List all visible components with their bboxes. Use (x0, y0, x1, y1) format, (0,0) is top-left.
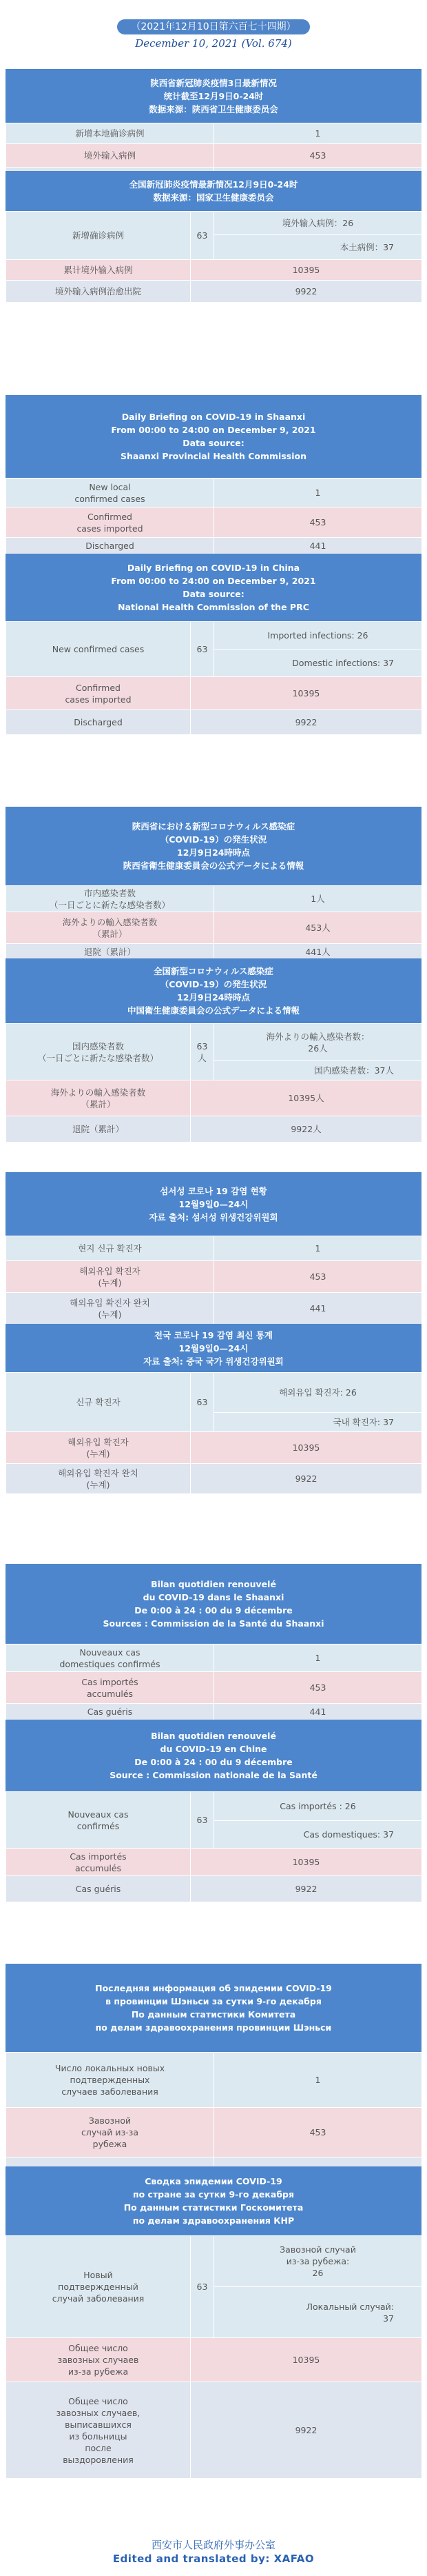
table-row (6, 1849, 422, 1876)
domestic-cases-value: Локальный случай: 37 (214, 2287, 422, 2338)
report-title-line: по делам здравоохранения провинции Шэньси (95, 2022, 332, 2033)
new-cases-label: New confirmed cases (6, 622, 191, 677)
table-row (6, 677, 422, 710)
report-block-ru_china (6, 2166, 421, 2479)
imported-cases-value: 해외유입 확진자: 26 (214, 1373, 422, 1413)
new-cases-total: 63 (191, 622, 214, 677)
table-row (6, 944, 422, 960)
report-header (6, 1964, 421, 2052)
row-label: Число локальных новых подтвержденных случаев заболевания (6, 2053, 214, 2108)
row-value: 1 (214, 123, 422, 144)
report-header (6, 554, 421, 621)
report-table (6, 1644, 422, 1720)
report-block-jp_shaanxi (6, 807, 421, 960)
report-title-line: 12月9日24時時点 (177, 847, 250, 858)
table-row (6, 912, 422, 944)
footer-credit: Edited and translated by: XAFAO (112, 2553, 315, 2565)
row-label: 市内感染者数 （一日ごとに新たな感染者数） (6, 886, 214, 912)
new-cases-total: 63人 (191, 1024, 214, 1080)
table-row (6, 1464, 422, 1494)
report-header (6, 395, 421, 478)
report-title-line: 자료 출처: 중국 국가 위생건강위원회 (143, 1356, 284, 1367)
row-label: 退院（累計） (6, 1116, 191, 1143)
imported-cases-value: Завозной случай из-за рубежа: 26 (214, 2236, 422, 2287)
row-label: 海外よりの輸入感染者数 （累計） (6, 1080, 191, 1116)
report-title-line: в провинции Шэньси за сутки 9-го декабря (105, 1996, 322, 2006)
report-block-kr_china (6, 1324, 421, 1494)
table-row (6, 2382, 422, 2479)
row-value: 453 (214, 1261, 422, 1293)
domestic-cases-value: 国内感染者数：37人 (214, 1061, 422, 1080)
new-cases-total: 63 (191, 2236, 214, 2338)
row-value: 441 (214, 1704, 422, 1720)
report-title-line: 全国新型コロナウィルス感染症 (154, 966, 273, 976)
table-row (6, 1792, 422, 1821)
row-value: 10395 (191, 1432, 422, 1464)
row-label: Общее число завозных случаев из-за рубежа (6, 2338, 191, 2382)
table-row (6, 1236, 422, 1261)
report-title-line: 12월9일0—24시 (178, 1342, 249, 1354)
report-title-line: Сводка эпидемии COVID-19 (145, 2176, 282, 2186)
row-value: 441 (214, 538, 422, 554)
row-value: 9922 (191, 1876, 422, 1902)
row-label: 新增本地确诊病例 (6, 123, 214, 144)
report-header (6, 1720, 421, 1791)
imported-cases-value: Imported infections: 26 (214, 622, 422, 650)
domestic-cases-value: 本土病例：37 (214, 235, 422, 260)
row-value: 9922 (191, 281, 422, 303)
table-row (6, 479, 422, 507)
table-row (6, 710, 422, 735)
issue-date-english: December 10, 2021 (Vol. 674) (135, 37, 292, 50)
new-cases-label: 国内感染者数 （一日ごとに新たな感染者数） (6, 1024, 191, 1080)
row-value: 441 (214, 1293, 422, 1325)
row-value: 9922 (191, 710, 422, 735)
new-cases-total: 63 (191, 212, 214, 260)
report-table (6, 1236, 422, 1325)
report-title-line: 数据来源：陕西省卫生健康委员会 (149, 103, 278, 114)
report-table (6, 885, 422, 960)
row-label: Cas importés accumulés (6, 1672, 214, 1704)
report-title-line: По данным статистики Госкомитета (123, 2202, 304, 2213)
row-value: 10395人 (191, 1080, 422, 1116)
report-title-line: 자료 출처: 섬서성 위생건강위원회 (149, 1211, 278, 1222)
domestic-cases-value: Domestic infections: 37 (214, 650, 422, 677)
row-label: Общее число завозных случаев, выписавшихся из больницы после выздоровления (6, 2382, 191, 2479)
report-block-cn_china (6, 171, 421, 303)
row-label: Cas importés accumulés (6, 1849, 191, 1876)
row-label: Discharged (6, 538, 214, 554)
row-value: 453 (214, 144, 422, 168)
report-title-line: De 0:00 à 24 : 00 du 9 décembre (134, 1605, 293, 1616)
table-row (6, 1024, 422, 1061)
report-table (6, 1023, 422, 1143)
report-title-line: Sources : Commission de la Santé du Shaanxi (103, 1618, 324, 1629)
report-title-line: From 00:00 to 24:00 on December 9, 2021 (111, 425, 316, 435)
row-label: 累计境外输入病例 (6, 260, 191, 281)
new-cases-label: Новый подтвержденный случай заболевания (6, 2236, 191, 2338)
row-label: 退院（累計） (6, 944, 214, 960)
domestic-cases-value: Cas domestiques: 37 (214, 1821, 422, 1849)
report-title-line: Bilan quotidien renouvelé (151, 1579, 276, 1589)
report-header (6, 1564, 421, 1644)
report-title-line: Data source: (183, 589, 244, 599)
report-header (6, 1172, 421, 1236)
report-block-jp_china (6, 958, 421, 1143)
report-title-line: 전국 코로나 19 감염 최신 통계 (154, 1329, 273, 1340)
report-table (6, 211, 422, 303)
table-row (6, 1373, 422, 1413)
report-title-line: du COVID-19 dans le Shaanxi (143, 1592, 284, 1602)
row-label: New local confirmed cases (6, 479, 214, 507)
table-row (6, 260, 422, 281)
imported-cases-value: 海外よりの輸入感染者数： 26人 (214, 1024, 422, 1061)
row-label: 境外输入病例治愈出院 (6, 281, 191, 303)
row-label: Discharged (6, 710, 191, 735)
report-table (6, 2235, 422, 2479)
table-row (6, 622, 422, 650)
table-row (6, 1644, 422, 1672)
table-row (6, 507, 422, 538)
row-label: Confirmed cases imported (6, 507, 214, 538)
row-label: 해외유입 확진자 (누계) (6, 1432, 191, 1464)
report-title-line: 数据来源：国家卫生健康委员会 (153, 192, 274, 203)
table-row (6, 1116, 422, 1143)
report-title-line: 中国衛生健康委員会の公式データによる情報 (127, 1005, 300, 1016)
report-table (6, 478, 422, 554)
report-block-fr_china (6, 1720, 421, 1902)
report-title-line: 陝西省における新型コロナウィルス感染症 (132, 821, 295, 832)
report-title-line: du COVID-19 en Chine (160, 1744, 267, 1754)
report-title-line: 统计截至12月9日0-24时 (163, 90, 264, 101)
report-block-en_shaanxi (6, 395, 421, 554)
report-title-line: 섬서성 코로나 19 감염 현황 (160, 1185, 267, 1196)
table-row (6, 1080, 422, 1116)
table-row (6, 144, 422, 168)
footer-organization: 西安市人民政府外事办公室 (151, 2539, 275, 2551)
table-row (6, 281, 422, 303)
report-title-line: （COVID-19）の発生状況 (160, 834, 267, 845)
report-title-line: 12월9일0—24시 (178, 1198, 249, 1209)
report-title-line: Data source: (183, 438, 244, 448)
imported-cases-value: 境外输入病例：26 (214, 212, 422, 235)
row-value: 453 (214, 1672, 422, 1704)
row-label: Cas guéris (6, 1704, 214, 1720)
new-cases-total: 63 (191, 1373, 214, 1432)
report-header (6, 2166, 421, 2235)
row-value: 9922 (191, 1464, 422, 1494)
row-label: Nouveaux cas domestiques confirmés (6, 1644, 214, 1672)
report-title-line: （COVID-19）の発生状況 (160, 979, 267, 989)
table-row (6, 886, 422, 912)
new-cases-label: 신규 확진자 (6, 1373, 191, 1432)
row-label: 境外输入病例 (6, 144, 214, 168)
report-title-line: 陕西省新冠肺炎疫情3日最新情况 (150, 77, 277, 88)
row-value: 453人 (214, 912, 422, 944)
report-title-line: From 00:00 to 24:00 on December 9, 2021 (111, 576, 316, 586)
row-value: 9922 (191, 2382, 422, 2479)
report-header (6, 958, 421, 1023)
report-title-line: De 0:00 à 24 : 00 du 9 décembre (134, 1757, 293, 1767)
report-table (6, 1372, 422, 1494)
report-title-line: 全国新冠肺炎疫情最新情况12月9日0-24时 (129, 179, 298, 190)
row-value: 441人 (214, 944, 422, 960)
report-title-line: Bilan quotidien renouvelé (151, 1731, 276, 1741)
table-row (6, 2053, 422, 2108)
row-label: 현지 신규 확진자 (6, 1236, 214, 1261)
table-row (6, 1432, 422, 1464)
row-value: 1 (214, 479, 422, 507)
row-value: 1 (214, 1236, 422, 1261)
row-value: 10395 (191, 1849, 422, 1876)
report-header (6, 69, 421, 123)
row-label: Cas guéris (6, 1876, 191, 1902)
table-row (6, 538, 422, 554)
row-value: 453 (214, 507, 422, 538)
report-block-cn_shaanxi (6, 69, 421, 184)
table-row (6, 1704, 422, 1720)
row-label: 해외유입 확진자 완치 (누계) (6, 1464, 191, 1494)
report-title-line: По данным статистики Комитета (131, 2009, 296, 2020)
row-value: 1 (214, 2053, 422, 2108)
table-row (6, 1293, 422, 1325)
report-title-line: 陝西省衛生健康委員会の公式データによる情報 (123, 861, 304, 871)
row-value: 10395 (191, 677, 422, 710)
report-title-line: Daily Briefing on COVID-19 in Shaanxi (121, 412, 306, 422)
row-value: 1人 (214, 886, 422, 912)
new-cases-total: 63 (191, 1792, 214, 1849)
table-row (6, 1672, 422, 1704)
row-label: 해외유입 확진자 완치 (누계) (6, 1293, 214, 1325)
report-title-line: Последняя информация об эпидемии COVID-19 (95, 1983, 332, 1993)
row-label: 海外よりの輸入感染者数 （累計） (6, 912, 214, 944)
report-title-line: Source : Commission nationale de la Santé (110, 1770, 317, 1780)
report-title-line: 12月9日24時時点 (177, 992, 250, 1003)
report-table (6, 1791, 422, 1902)
report-header (6, 1324, 421, 1372)
report-title-line: Shaanxi Provincial Health Commission (120, 451, 306, 461)
row-label: Завозной случай из-за рубежа (6, 2108, 214, 2157)
table-row (6, 1876, 422, 1902)
row-value: 10395 (191, 260, 422, 281)
report-table (6, 621, 422, 735)
report-title-line: по стране за сутки 9-го декабря (132, 2189, 295, 2200)
row-label: Confirmed cases imported (6, 677, 191, 710)
report-block-kr_shaanxi (6, 1172, 421, 1325)
table-row (6, 123, 422, 144)
table-row (6, 2236, 422, 2287)
new-cases-label: 新增确诊病例 (6, 212, 191, 260)
table-row (6, 2108, 422, 2157)
table-row (6, 1261, 422, 1293)
report-block-en_china (6, 554, 421, 735)
report-title-line: по делам здравоохранения КНР (132, 2215, 295, 2226)
report-header (6, 807, 421, 885)
table-row (6, 212, 422, 235)
issue-date-badge: （2021年12月10日第六百七十四期） (117, 19, 310, 34)
report-title-line: Daily Briefing on COVID-19 in China (127, 563, 300, 573)
new-cases-label: Nouveaux cas confirmés (6, 1792, 191, 1849)
report-header (6, 171, 421, 211)
row-value: 453 (214, 2108, 422, 2157)
row-value: 10395 (191, 2338, 422, 2382)
report-block-fr_shaanxi (6, 1564, 421, 1720)
report-title-line: National Health Commission of the PRC (118, 602, 309, 612)
table-row (6, 2338, 422, 2382)
imported-cases-value: Cas importés : 26 (214, 1792, 422, 1821)
row-label: 해외유입 확진자 (누계) (6, 1261, 214, 1293)
domestic-cases-value: 국내 확진자: 37 (214, 1413, 422, 1432)
row-value: 1 (214, 1644, 422, 1672)
row-value: 9922人 (191, 1116, 422, 1143)
